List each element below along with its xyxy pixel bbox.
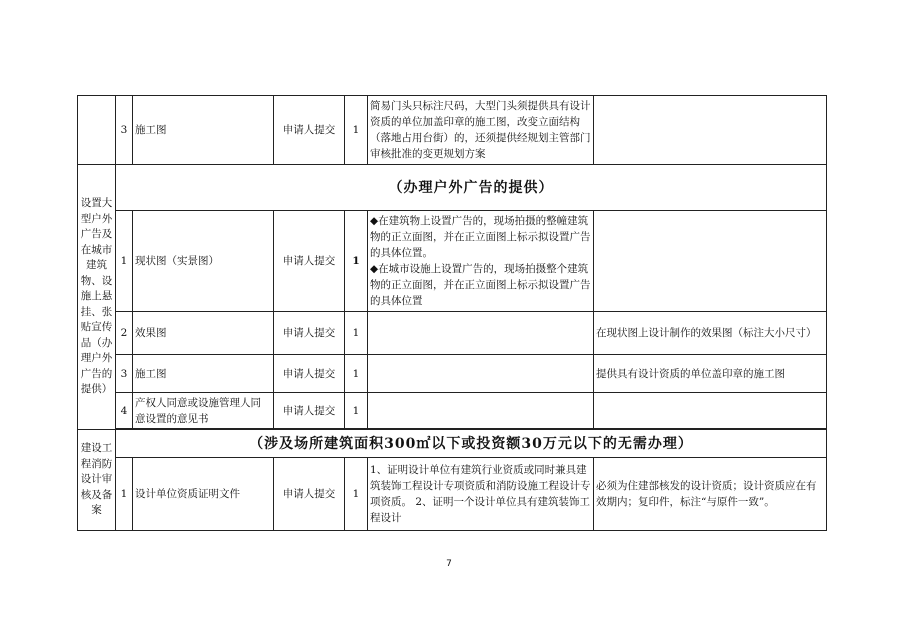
table-row	[78, 355, 827, 393]
item-name: 施工图	[133, 355, 274, 393]
item-requirement	[368, 393, 594, 429]
item-source: 申请人提交	[274, 393, 345, 429]
item-number: 2	[116, 312, 133, 355]
table-row	[78, 393, 827, 429]
table-row	[78, 458, 827, 531]
item-requirement	[368, 211, 594, 312]
item-requirement	[368, 355, 594, 393]
item-remark: 必须为住建部核发的设计资质；设计资质应在有效期内；复印件，标注“与原件一致”。	[594, 458, 827, 531]
item-remark	[594, 211, 827, 312]
item-number: 3	[116, 355, 133, 393]
sub-heading-fire-design: （涉及场所建筑面积300㎡以下或投资额30万元以下的无需办理）	[116, 430, 827, 458]
section-outdoor-ads: 设置大型户外广告及在城市建筑物、设施上悬挂、张贴宣传品（办理户外广告的提供）	[78, 165, 116, 430]
item-requirement	[368, 312, 594, 355]
item-name: 效果图	[133, 312, 274, 355]
table-row	[78, 96, 827, 165]
item-name: 现状图（实景图）	[133, 211, 274, 312]
item-count: 1	[345, 211, 368, 312]
item-number: 3	[116, 96, 133, 165]
item-count: 1	[345, 96, 368, 165]
item-remark: 提供具有设计资质的单位盖印章的施工图	[594, 355, 827, 393]
table-row	[78, 430, 827, 458]
item-number: 4	[116, 393, 133, 429]
sub-heading-outdoor-ads: （办理户外广告的提供）	[116, 165, 827, 211]
section-cell-empty	[78, 96, 116, 165]
item-source: 申请人提交	[274, 96, 345, 165]
page-number: 7	[446, 559, 452, 569]
item-remark	[594, 96, 827, 165]
item-source: 申请人提交	[274, 211, 345, 312]
item-number: 1	[116, 211, 133, 312]
requirement-building: ◆在建筑物上设置广告的，现场拍摄的整幢建筑物的正立面图，并在正立面图上标示拟设置广告的具体位置。	[370, 215, 591, 259]
item-count: 1	[345, 393, 368, 429]
section-fire-design: 建设工程消防设计审核及备案	[78, 430, 116, 531]
item-name: 设计单位资质证明文件	[133, 458, 274, 531]
table-row	[78, 211, 827, 312]
item-source: 申请人提交	[274, 312, 345, 355]
item-requirement: 1、证明设计单位有建筑行业资质或同时兼具建筑装饰工程设计专项资质和消防设施工程设计专项资质。 2、证明一个设计单位具有建筑装饰工程设计	[368, 458, 594, 531]
item-requirement: 简易门头只标注尺码，大型门头须提供具有设计资质的单位加盖印章的施工图，改变立面结构（落地占用台街）的，还须提供经规划主管部门审核批准的变更规划方案	[368, 96, 594, 165]
item-source: 申请人提交	[274, 355, 345, 393]
item-name: 产权人同意或设施管理人同意设置的意见书	[133, 393, 274, 429]
item-remark	[594, 393, 827, 429]
requirement-facility: ◆在城市设施上设置广告的，现场拍摄整个建筑物的正立面图，并在正立面图上标示拟设置广告的具体位置	[370, 263, 591, 307]
requirements-table	[77, 95, 827, 531]
item-number: 1	[116, 458, 133, 531]
item-count: 1	[345, 458, 368, 531]
item-count: 1	[345, 355, 368, 393]
item-count: 1	[345, 312, 368, 355]
table-row	[78, 165, 827, 211]
item-source: 申请人提交	[274, 458, 345, 531]
item-remark: 在现状图上设计制作的效果图（标注大小尺寸）	[594, 312, 827, 355]
table-row	[78, 312, 827, 355]
item-name: 施工图	[133, 96, 274, 165]
